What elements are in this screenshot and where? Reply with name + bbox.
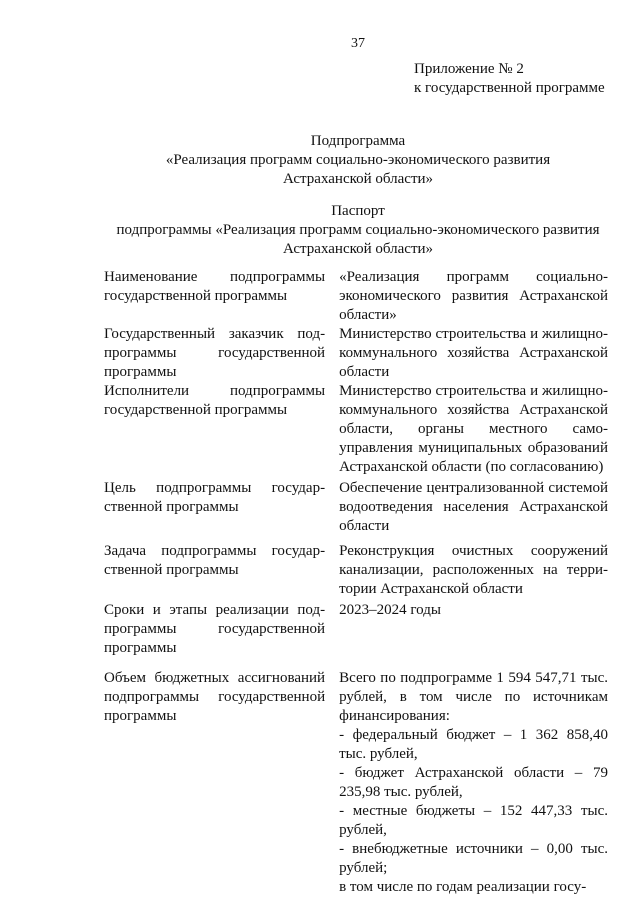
funding-line: в том числе по годам реализации госу- — [339, 879, 587, 895]
row-value — [339, 669, 608, 897]
row-label: Наименование подпрограммы государственной программы — [104, 269, 326, 304]
funding-line: - местные бюджеты – 152 447,33 тыс. рублей, — [339, 803, 608, 838]
row-label: Задача подпрограммы государственной программы — [104, 543, 326, 578]
page-number: 37 — [351, 36, 365, 51]
table-row — [104, 601, 608, 658]
row-value: Министерство строительства и жилищно-коммунального хозяйства Астраханской области, органы местного самоуправления муниципальных образований Астраханской области (по согласованию) — [339, 383, 608, 475]
funding-line: - внебюджетные источники – 0,00 тыс. рублей; — [339, 841, 608, 876]
subprogram-title — [38, 132, 640, 189]
subprogram-title-line-2: «Реализация программ социально-экономического развития — [165, 152, 551, 168]
appendix-line-2: к государственной программе — [414, 80, 605, 96]
table-row — [104, 669, 608, 897]
funding-line: Всего по подпрограмме 1 594 547,71 тыс. рублей, в том числе по источникам финансирования: — [339, 670, 608, 724]
table-row — [104, 325, 608, 382]
table-row — [104, 268, 608, 325]
subprogram-title-line-1: Подпрограмма — [310, 133, 406, 149]
row-value: Министерство строительства и жилищно-коммунального хозяйства Астраханской области — [339, 326, 608, 380]
row-value: Реконструкция очистных сооружений канализации, расположенных на территории Астраханской области — [339, 543, 608, 597]
row-label: Цель подпрограммы государственной программы — [104, 480, 326, 515]
passport-title-line-3: Астраханской области» — [282, 241, 434, 257]
row-label: Исполнители подпрограммы государственной программы — [104, 383, 326, 418]
passport-title-line-1: Паспорт — [331, 203, 385, 219]
subprogram-title-line-3: Астраханской области» — [282, 171, 434, 187]
row-value: Обеспечение централизованной системой водоотведения населения Астраханской области — [339, 480, 608, 534]
row-value: «Реализация программ социально-экономического развития Астраханской области» — [339, 269, 608, 323]
table-row — [104, 479, 608, 536]
appendix-line-1: Приложение № 2 — [414, 61, 524, 77]
passport-title-line-2: подпрограммы «Реализация программ социально-экономического развития — [116, 222, 600, 238]
funding-line: - федеральный бюджет – 1 362 858,40 тыс. рублей, — [339, 727, 608, 762]
passport-title — [38, 202, 640, 259]
row-label: Сроки и этапы реализации подпрограммы государственной программы — [104, 602, 326, 656]
table-row — [104, 542, 608, 599]
row-label: Государственный заказчик подпрограммы государственной программы — [104, 326, 326, 380]
row-label: Объем бюджетных ассигнований подпрограммы государственной программы — [104, 670, 326, 724]
row-value: 2023–2024 годы — [339, 602, 441, 618]
table-row — [104, 382, 608, 477]
appendix-note — [414, 60, 605, 98]
passport-table — [104, 268, 608, 897]
funding-line: - бюджет Астраханской области – 79 235,98 тыс. рублей, — [339, 765, 608, 800]
